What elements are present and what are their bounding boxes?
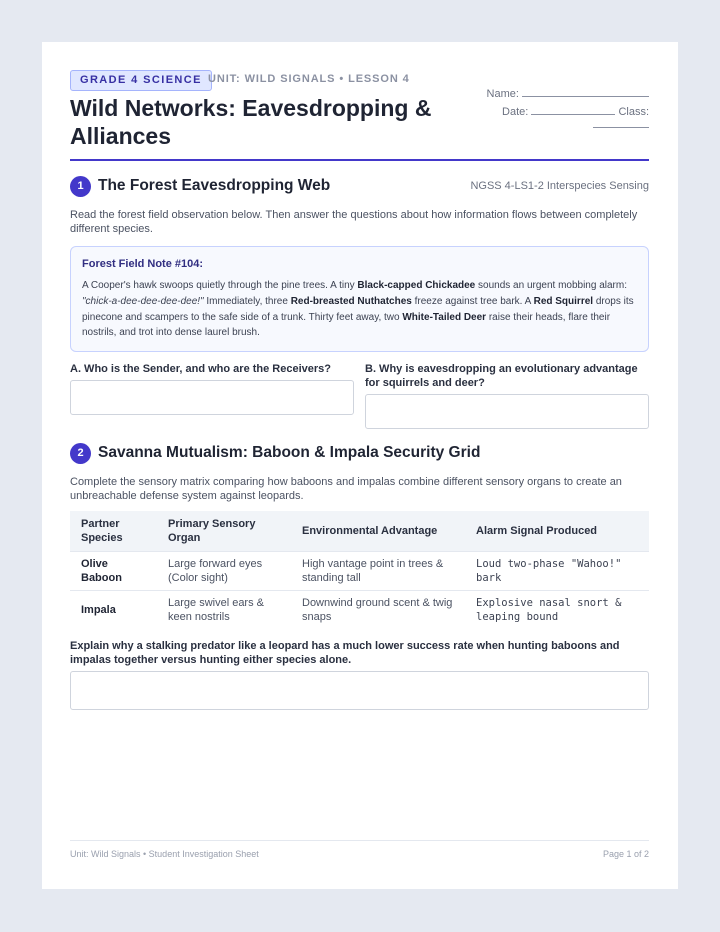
question-a — [70, 362, 354, 415]
page-footer — [70, 840, 649, 859]
name-line — [522, 87, 649, 97]
table-row — [70, 551, 649, 590]
species-cell: Impala — [70, 590, 157, 629]
table-cell: Large forward eyes (Color sight) — [157, 551, 291, 590]
name-label: Name: — [486, 88, 519, 100]
alarm-signal-cell: Loud two-phase "Wahoo!" bark — [465, 551, 649, 590]
table-cell: Large swivel ears & keen nostrils — [157, 590, 291, 629]
species-deer: White-Tailed Deer — [402, 311, 487, 323]
answer-a-box[interactable] — [70, 380, 354, 415]
page-content — [70, 70, 649, 666]
class-label: Class: — [618, 106, 649, 118]
date-label: Date: — [502, 106, 529, 118]
class-line[interactable] — [593, 127, 649, 128]
column-header: Partner Species — [70, 511, 157, 551]
column-header: Alarm Signal Produced — [465, 511, 649, 551]
table-cell: High vantage point in trees & standing tall — [291, 551, 465, 590]
field-note-text: A Cooper's hawk swoops quietly through the pine trees. A tiny Black-capped Chickadee sounds an urgent mobbing alarm: "chick-a-dee-dee-dee-dee!" Immediately, three Red-breasted Nuthatches freeze against tree bark. A Red Squirrel drops its pinecone and scampers to the safe side of a trunk. Thirty feet away, two White-Tailed Deer raise their heads, flare their nostrils, and trot into dense laurel brush. — [82, 280, 634, 339]
answer-leopard-box[interactable] — [70, 671, 649, 710]
species-chickadee: Black-capped Chickadee — [357, 280, 476, 291]
grade-badge: GRADE 4 SCIENCE — [70, 70, 212, 91]
section-forest-eavesdropping — [70, 176, 649, 432]
table-header-row — [70, 511, 649, 551]
date-class-field[interactable] — [502, 105, 649, 118]
page-title: Wild Networks: Eavesdropping & Alliances — [70, 95, 432, 149]
standard-label: NGSS 4-LS1-2 Interspecies Sensing — [470, 180, 649, 192]
answer-b-box[interactable] — [365, 394, 649, 429]
species-nuthatch: Red-breasted Nuthatches — [290, 295, 412, 307]
section-savanna-mutualism — [70, 443, 649, 710]
name-field[interactable] — [487, 87, 649, 100]
alarm-call: "chick-a-dee-dee-dee-dee!" — [82, 295, 204, 307]
section-title: The Forest Eavesdropping Web — [98, 177, 331, 194]
worksheet-page — [42, 42, 678, 889]
question-leopard-label: Explain why a stalking predator like a leopard has a much lower success rate when hunting baboons and impalas together versus hunting either species alone. — [70, 639, 620, 666]
question-b-label: B. Why is eavesdropping an evolutionary advantage for squirrels and deer? — [365, 363, 638, 389]
alarm-signal-cell: Explosive nasal snort & leaping bound — [465, 590, 649, 629]
page-number: Page 1 of 2 — [602, 849, 649, 859]
date-line — [531, 105, 615, 115]
field-note-title: Forest Field Note #104: — [82, 258, 204, 270]
question-a-label: A. Who is the Sender, and who are the Receivers? — [70, 363, 332, 375]
unit-label: UNIT: WILD SIGNALS • LESSON 4 — [208, 73, 410, 85]
section-header — [70, 443, 649, 465]
footer-unit-text: Unit: Wild Signals • Student Investigation Sheet — [70, 849, 259, 859]
section-number: 2 — [70, 443, 91, 464]
column-header: Primary Sensory Organ — [157, 511, 291, 551]
field-note-box — [70, 246, 649, 352]
species-cell: Olive Baboon — [70, 551, 157, 590]
question-b — [365, 362, 649, 429]
species-squirrel: Red Squirrel — [533, 295, 594, 307]
column-header: Environmental Advantage — [291, 511, 465, 551]
table-cell: Downwind ground scent & twig snaps — [291, 590, 465, 629]
question-row — [70, 362, 649, 432]
section-header — [70, 176, 649, 198]
worksheet-header — [70, 70, 649, 161]
section-title: Savanna Mutualism: Baboon & Impala Security Grid — [98, 444, 481, 461]
section-intro: Read the forest field observation below. Then answer the questions about how information flows between completely different species. — [70, 209, 638, 235]
table-row — [70, 590, 649, 629]
section-number: 1 — [70, 176, 91, 197]
sensory-matrix-table — [70, 511, 649, 629]
section-intro: Complete the sensory matrix comparing how baboons and impalas combine different sensory organs to create an unbreachable defense system against leopards. — [70, 476, 622, 502]
